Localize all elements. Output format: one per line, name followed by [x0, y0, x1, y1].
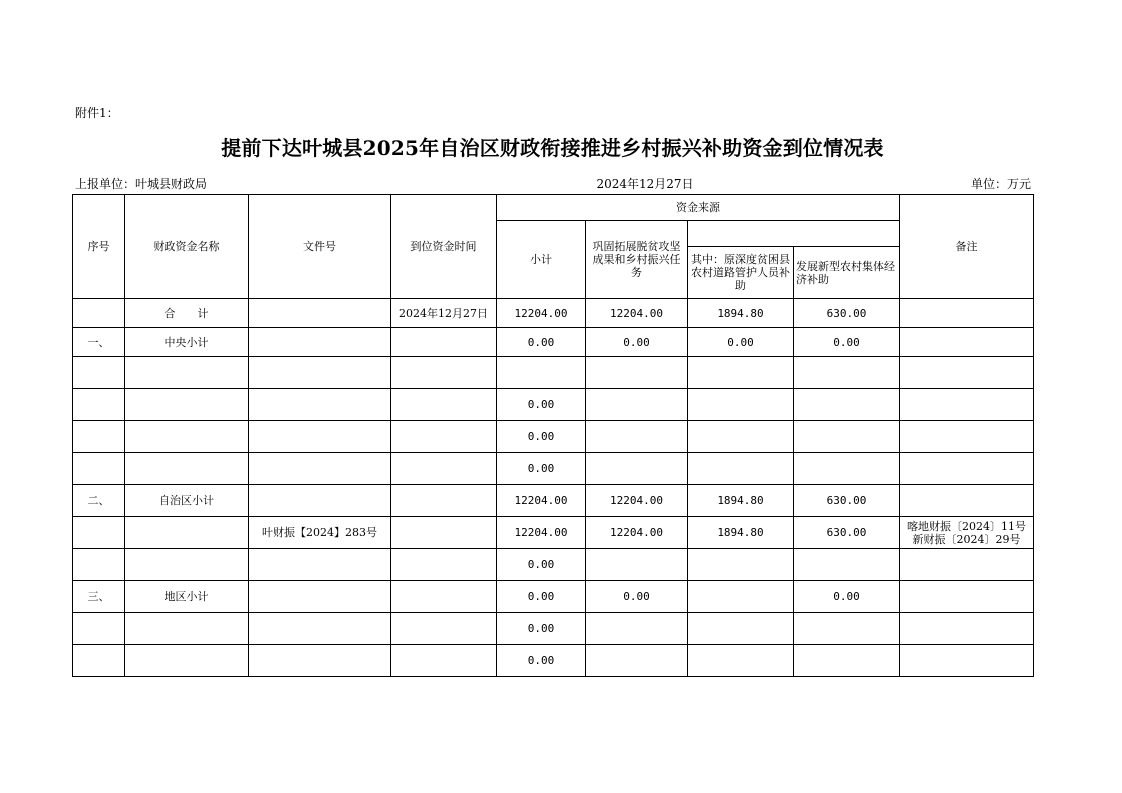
table-row: [73, 485, 1034, 517]
row-subtotal: 0.00: [497, 389, 586, 421]
remark-line: 新财振〔2024〕29号: [912, 532, 1021, 546]
row-remarks: [900, 299, 1034, 328]
row-consolidate: 12204.00: [586, 517, 688, 549]
row-fund-name: 中央小计: [125, 328, 249, 357]
header-fund-source: 资金来源: [497, 195, 900, 221]
row-remarks: [900, 645, 1034, 677]
row-consolidate: 12204.00: [586, 299, 688, 328]
row-fund-name: [125, 453, 249, 485]
row-consolidate: [586, 549, 688, 581]
row-doc-no: 叶财振【2024】283号: [249, 517, 391, 549]
row-seq: [73, 389, 125, 421]
unit-label: 单位：万元: [970, 177, 1031, 191]
row-arrival-time: 2024年12月27日: [391, 299, 497, 328]
row-seq: [73, 517, 125, 549]
row-road-staff: [688, 389, 794, 421]
row-seq: [73, 453, 125, 485]
row-consolidate: [586, 389, 688, 421]
row-subtotal: 0.00: [497, 549, 586, 581]
row-doc-no: [249, 357, 391, 389]
row-consolidate: 12204.00: [586, 485, 688, 517]
header-blank: [688, 221, 900, 247]
table-row: [73, 549, 1034, 581]
row-subtotal: 0.00: [497, 613, 586, 645]
row-subtotal: 0.00: [497, 581, 586, 613]
table-row: [73, 581, 1034, 613]
table-row: [73, 453, 1034, 485]
row-arrival-time: [391, 389, 497, 421]
row-remarks: [900, 389, 1034, 421]
row-remarks: [900, 485, 1034, 517]
row-arrival-time: [391, 328, 497, 357]
row-doc-no: [249, 421, 391, 453]
row-doc-no: [249, 645, 391, 677]
remark-line: 喀地财振〔2024〕11号: [907, 519, 1026, 533]
row-remarks: [900, 581, 1034, 613]
row-fund-name: [125, 645, 249, 677]
row-consolidate: [586, 357, 688, 389]
row-fund-name: [125, 549, 249, 581]
row-seq: [73, 549, 125, 581]
row-arrival-time: [391, 549, 497, 581]
row-subtotal: [497, 357, 586, 389]
table-row: [73, 389, 1034, 421]
row-road-staff: [688, 581, 794, 613]
row-arrival-time: [391, 485, 497, 517]
row-collective: [794, 421, 900, 453]
row-collective: [794, 613, 900, 645]
row-doc-no: [249, 453, 391, 485]
row-fund-name: [125, 517, 249, 549]
header-consolidate: 巩固拓展脱贫攻坚成果和乡村振兴任务: [586, 221, 688, 299]
row-doc-no: [249, 581, 391, 613]
row-subtotal: 12204.00: [497, 485, 586, 517]
row-subtotal: 0.00: [497, 453, 586, 485]
row-collective: 630.00: [794, 299, 900, 328]
row-seq: [73, 299, 125, 328]
table-row: [73, 517, 1034, 549]
row-road-staff: [688, 357, 794, 389]
row-fund-name: [125, 389, 249, 421]
row-remarks: [900, 328, 1034, 357]
row-seq: 一、: [73, 328, 125, 357]
row-consolidate: [586, 613, 688, 645]
row-arrival-time: [391, 581, 497, 613]
row-fund-name: [125, 613, 249, 645]
header-seq: 序号: [73, 195, 125, 299]
row-road-staff: [688, 421, 794, 453]
row-collective: [794, 357, 900, 389]
reporting-unit: 上报单位：叶城县财政局: [75, 177, 208, 191]
fund-table: [72, 194, 1034, 677]
row-road-staff: [688, 645, 794, 677]
row-road-staff: [688, 613, 794, 645]
row-road-staff: 1894.80: [688, 485, 794, 517]
row-collective: [794, 645, 900, 677]
header-remarks: 备注: [900, 195, 1034, 299]
row-collective: [794, 453, 900, 485]
row-seq: 三、: [73, 581, 125, 613]
header-collective: 发展新型农村集体经济补助: [794, 247, 900, 299]
row-collective: 630.00: [794, 517, 900, 549]
row-remarks: [900, 613, 1034, 645]
row-seq: 二、: [73, 485, 125, 517]
table-row: [73, 357, 1034, 389]
row-consolidate: [586, 421, 688, 453]
row-collective: [794, 389, 900, 421]
row-doc-no: [249, 549, 391, 581]
row-fund-name: 合 计: [125, 299, 249, 328]
page-title: 提前下达叶城县2025年自治区财政衔接推进乡村振兴补助资金到位情况表: [221, 136, 884, 160]
row-seq: [73, 613, 125, 645]
row-subtotal: 0.00: [497, 328, 586, 357]
header-doc-no: 文件号: [249, 195, 391, 299]
row-collective: [794, 549, 900, 581]
row-doc-no: [249, 613, 391, 645]
row-remarks: [900, 357, 1034, 389]
table-row: [73, 328, 1034, 357]
row-subtotal: 12204.00: [497, 299, 586, 328]
row-fund-name: [125, 421, 249, 453]
row-subtotal: 12204.00: [497, 517, 586, 549]
table-row: [73, 421, 1034, 453]
row-fund-name: 地区小计: [125, 581, 249, 613]
row-collective: 0.00: [794, 328, 900, 357]
header-road-staff: 其中：原深度贫困县农村道路管护人员补助: [688, 247, 794, 299]
row-arrival-time: [391, 421, 497, 453]
row-doc-no: [249, 485, 391, 517]
row-road-staff: [688, 549, 794, 581]
row-road-staff: [688, 453, 794, 485]
row-subtotal: 0.00: [497, 421, 586, 453]
header-subtotal: 小计: [497, 221, 586, 299]
row-collective: 0.00: [794, 581, 900, 613]
table-row: [73, 645, 1034, 677]
row-remarks: [900, 549, 1034, 581]
row-doc-no: [249, 328, 391, 357]
row-consolidate: 0.00: [586, 328, 688, 357]
row-consolidate: [586, 453, 688, 485]
row-doc-no: [249, 389, 391, 421]
row-seq: [73, 357, 125, 389]
row-arrival-time: [391, 357, 497, 389]
row-consolidate: 0.00: [586, 581, 688, 613]
row-road-staff: 1894.80: [688, 517, 794, 549]
row-arrival-time: [391, 517, 497, 549]
row-road-staff: 1894.80: [688, 299, 794, 328]
row-remarks: [900, 421, 1034, 453]
header-fund-name: 财政资金名称: [125, 195, 249, 299]
row-arrival-time: [391, 613, 497, 645]
row-doc-no: [249, 299, 391, 328]
row-seq: [73, 421, 125, 453]
row-arrival-time: [391, 645, 497, 677]
row-remarks: [900, 453, 1034, 485]
report-date: 2024年12月27日: [596, 177, 694, 191]
row-remarks: [900, 517, 1034, 549]
row-fund-name: [125, 357, 249, 389]
row-consolidate: [586, 645, 688, 677]
row-seq: [73, 645, 125, 677]
row-arrival-time: [391, 453, 497, 485]
row-collective: 630.00: [794, 485, 900, 517]
table-row: [73, 613, 1034, 645]
table-row: [73, 299, 1034, 328]
header-arrival-time: 到位资金时间: [391, 195, 497, 299]
row-subtotal: 0.00: [497, 645, 586, 677]
attachment-label: 附件1：: [75, 106, 119, 120]
row-fund-name: 自治区小计: [125, 485, 249, 517]
row-road-staff: 0.00: [688, 328, 794, 357]
